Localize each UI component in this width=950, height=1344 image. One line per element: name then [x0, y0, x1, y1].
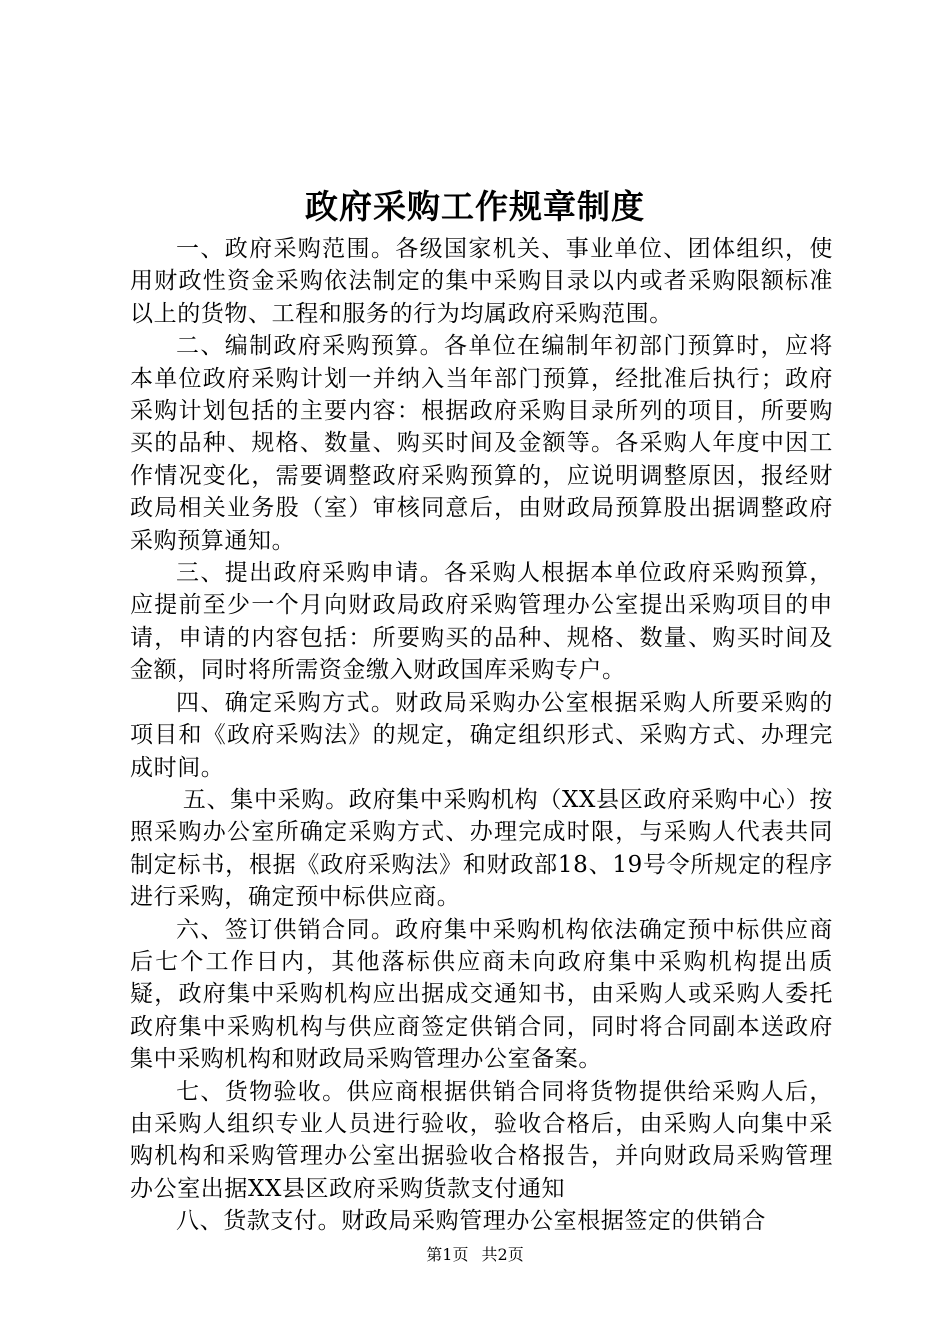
paragraph-8: 八、货款支付。财政局采购管理办公室根据签定的供销合: [176, 1208, 766, 1235]
page-number-current: 第1页: [426, 1245, 469, 1264]
document-title: 政府采购工作规章制度: [305, 187, 645, 226]
paragraph-3: 三、提出政府采购申请。各采购人根据本单位政府采购预算，应提前至少一个月向财政局政府采购管理办公室提出采购项目的申请，申请的内容包括：所要购买的品种、规格、数量、购买时间及金额，同时将所需资金缴入财政国库采购专户。: [130, 560, 833, 684]
page-number-total: 共2页: [481, 1245, 524, 1264]
paragraph-2: 二、编制政府采购预算。各单位在编制年初部门预算时，应将本单位政府采购计划一并纳入当年部门预算，经批准后执行；政府采购计划包括的主要内容：根据政府采购目录所列的项目，所要购买的品种、规格、数量、购买时间及金额等。各采购人年度中因工作情况变化，需要调整政府采购预算的，应说明调整原因，报经财政局相关业务股（室）审核同意后，由财政局预算股出据调整政府采购预算通知。: [130, 333, 833, 554]
paragraph-1: 一、政府采购范围。各级国家机关、事业单位、团体组织，使用财政性资金采购依法制定的集中采购目录以内或者采购限额标准以上的货物、工程和服务的行为均属政府采购范围。: [130, 236, 833, 327]
document-body: [130, 233, 833, 1238]
paragraph-6: 六、签订供销合同。政府集中采购机构依法确定预中标供应商后七个工作日内，其他落标供应商未向政府集中采购机构提出质疑，政府集中采购机构应出据成交通知书，由采购人或采购人委托政府集中采购机构与供应商签定供销合同，同时将合同副本送政府集中采购机构和财政局采购管理办公室备案。: [130, 916, 833, 1073]
page-footer: [0, 1244, 950, 1266]
paragraph-4: 四、确定采购方式。财政局采购办公室根据采购人所要采购的项目和《政府采购法》的规定，确定组织形式、采购方式、办理完成时间。: [130, 689, 833, 781]
paragraph-7: 七、货物验收。供应商根据供销合同将货物提供给采购人后，由采购人组织专业人员进行验收，验收合格后，由采购人向集中采购机构和采购管理办公室出据验收合格报告，并向财政局采购管理办公室出据XX县区政府采购货款支付通知: [130, 1078, 833, 1202]
paragraph-5: 五、集中采购。政府集中采购机构（XX县区政府采购中心）按照采购办公室所确定采购方式、办理完成时限，与采购人代表共同制定标书，根据《政府采购法》和财政部18、19号令所规定的程序进行采购，确定预中标供应商。: [130, 786, 833, 911]
